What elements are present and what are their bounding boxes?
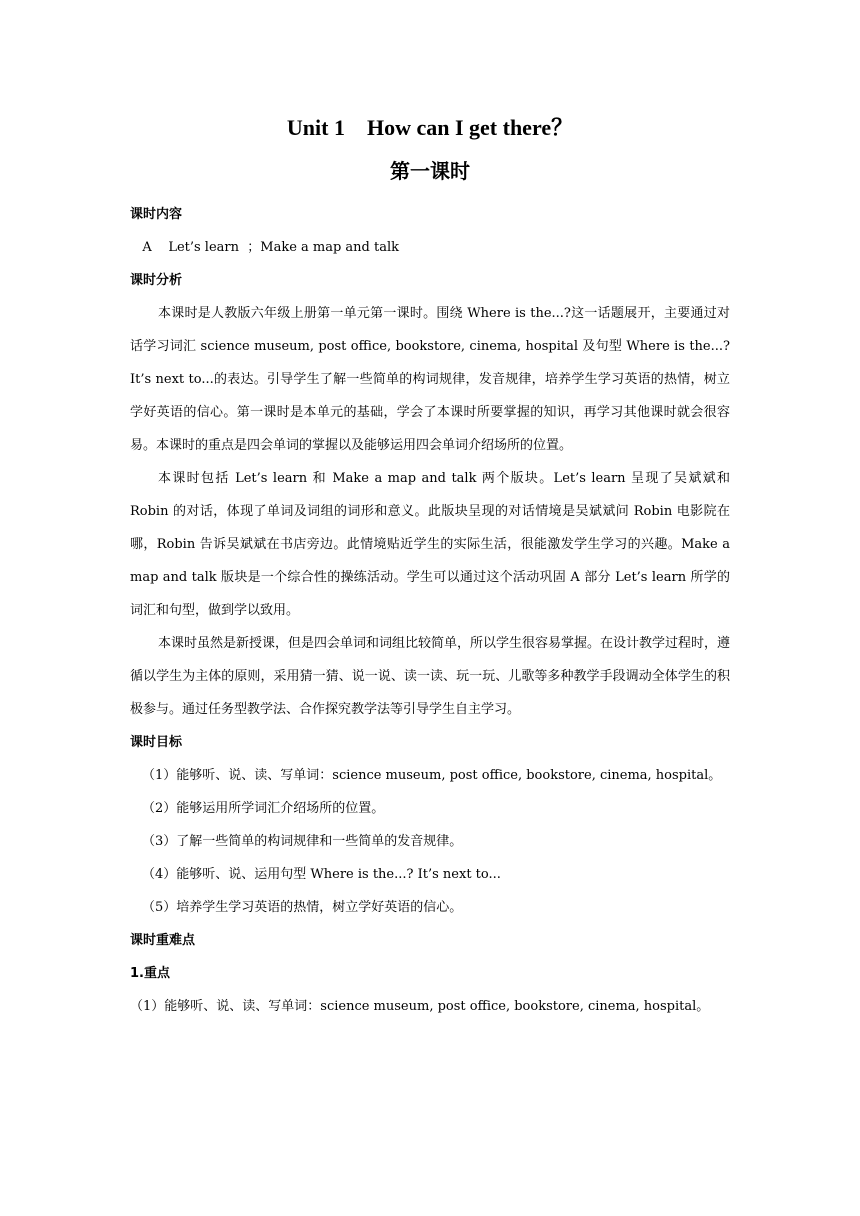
objectives-heading: 课时目标 — [130, 735, 183, 750]
key-point-item-1: （1）能够听、说、读、写单词：science museum, post office, bookstore, cinema, hospital。 — [130, 999, 710, 1014]
analysis-paragraph-3: 本课时虽然是新授课，但是四会单词和词组比较简单，所以学生很容易掌握。在设计教学过程时，遵循以学生为主体的原则，采用猜一猜、说一说、读一读、玩一玩、儿歌等多种教学手段调动全体学生的积极参与。通过任务型教学法、合作探究教学法等引导学生自主学习。 — [130, 636, 731, 717]
analysis-paragraph-2: 本课时包括 Let’s learn 和 Make a map and talk 两个版块。Let’s learn 呈现了吴斌斌和 Robin 的对话，体现了单词及词组的词形和意义。此版块呈现的对话情境是吴斌斌问 Robin 电影院在哪，Robin 告诉吴斌斌在书店旁边。此情境贴近学生的实际生活，很能激发学生学习的兴趣。Make a map and talk 版块是一个综合性的操练活动。学生可以通过这个活动巩固 A 部分 Let’s learn 所学的词汇和句型，做到学以致用。 — [130, 471, 730, 618]
analysis-heading: 课时分析 — [130, 273, 183, 288]
analysis-paragraph-1: 本课时是人教版六年级上册第一单元第一课时。围绕 Where is the...?这一话题展开，主要通过对话学习词汇 science museum, post office, bookstore, cinema, hospital 及句型 Where is the...? It’s next to...的表达。引导学生了解一些简单的构词规律，发音规律，培养学生学习英语的热情，树立学好英语的信心。第一课时是本单元的基础，学会了本课时所要掌握的知识，再学习其他课时就会很容易。本课时的重点是四会单词的掌握以及能够运用四会单词介绍场所的位置。 — [130, 306, 730, 453]
key-point-subheading: 1.重点 — [130, 966, 170, 981]
content-line: A Let’s learn ；Make a map and talk — [130, 240, 400, 255]
objective-item-5: （5）培养学生学习英语的热情，树立学好英语的信心。 — [142, 900, 463, 915]
document-body — [130, 198, 730, 1023]
objective-item-3: （3）了解一些简单的构词规律和一些简单的发音规律。 — [142, 834, 463, 849]
lesson-subtitle: 第一课时 — [390, 159, 470, 183]
objective-item-2: （2）能够运用所学词汇介绍场所的位置。 — [142, 801, 385, 816]
document-title: Unit 1 How can I get there？ — [286, 115, 574, 140]
objective-item-4: （4）能够听、说、运用句型 Where is the...? It’s next to... — [142, 867, 501, 882]
objective-item-1: （1）能够听、说、读、写单词：science museum, post office, bookstore, cinema, hospital。 — [142, 768, 722, 783]
key-points-heading: 课时重难点 — [130, 933, 196, 948]
content-heading: 课时内容 — [130, 207, 183, 222]
